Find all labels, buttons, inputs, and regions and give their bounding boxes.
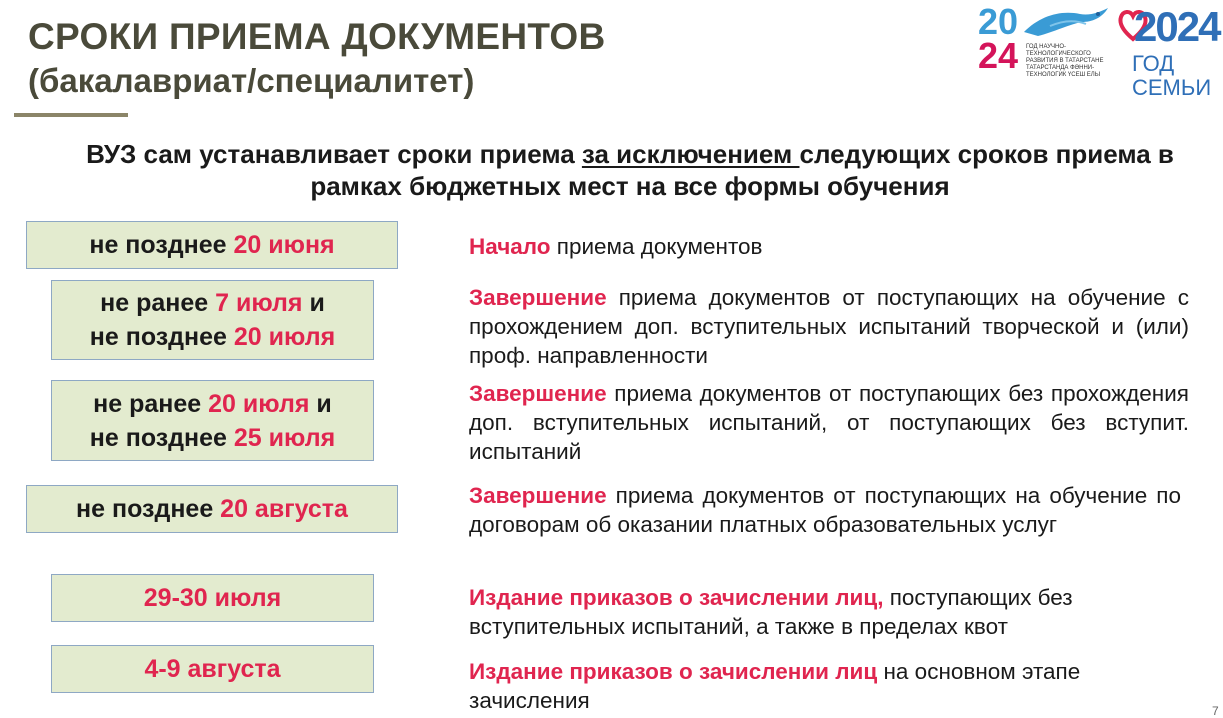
logo-digits-bottom: 24 — [978, 35, 1019, 76]
description-2-highlight: Завершение — [469, 285, 607, 310]
date-label: не ранее — [100, 289, 216, 317]
subtitle-before: ВУЗ сам устанавливает сроки приема — [86, 139, 582, 169]
date-box-5 — [51, 574, 374, 622]
date-value: 7 июля — [215, 289, 303, 317]
description-5 — [469, 583, 1199, 641]
logo-digits-top: 20 — [978, 1, 1019, 42]
title-line-1: СРОКИ ПРИЕМА ДОКУМЕНТОВ — [28, 16, 606, 57]
title-underline-divider — [14, 113, 128, 117]
family-year-subtitle: ГОД СЕМЬИ — [1132, 51, 1212, 100]
description-4-highlight: Завершение — [469, 483, 607, 508]
description-5-highlight: Издание приказов о зачислении лиц, — [469, 585, 884, 610]
date-box-2-text — [90, 286, 335, 354]
title-line-2: (бакалавриат/специалитет) — [28, 62, 475, 99]
date-box-1 — [26, 221, 398, 269]
family-year-number: 2024 — [1134, 3, 1220, 50]
date-box-2 — [51, 280, 374, 360]
date-box-4-text — [76, 492, 348, 526]
date-box-5-text — [144, 581, 281, 615]
description-6 — [469, 657, 1199, 715]
logo-caption: ГОД НАУЧНО-ТЕХНОЛОГИЧЕСКОГО РАЗВИТИЯ В ТАТАРСТАНЕ ТАТАРСТАНДА ФӘННИ-ТЕХНОЛОГИК ҮСЕШ ЕЛЫ — [1026, 44, 1104, 78]
date-value: 20 июня — [233, 231, 335, 259]
description-3-highlight: Завершение — [469, 381, 607, 406]
description-1 — [469, 232, 1189, 261]
date-label: не позднее — [76, 495, 221, 523]
description-3 — [469, 379, 1189, 466]
description-3-text: приема документов от поступающих без прохождения доп. вступительных испытаний, от поступающих без вступит. испытаний — [469, 381, 1189, 464]
date-label: не ранее — [93, 389, 209, 418]
date-label: не позднее — [89, 423, 234, 452]
date-value: 29-30 июля — [143, 584, 282, 612]
subtitle-underlined: за исключением — [581, 139, 800, 169]
page-number: 7 — [1212, 704, 1219, 718]
description-1-highlight: Начало — [469, 234, 551, 259]
page-title — [28, 14, 605, 102]
description-2-text: приема документов от поступающих на обучение с прохождением доп. вступительных испытаний творческой и (или) проф. направленности — [469, 285, 1189, 368]
subtitle — [40, 138, 1220, 202]
description-6-text: на основном этапе зачисления — [469, 659, 1081, 713]
date-value: 4-9 августа — [144, 655, 281, 683]
family-year-logo — [1118, 3, 1222, 100]
date-box-4 — [26, 485, 398, 533]
date-box-3 — [51, 380, 374, 461]
date-box-6 — [51, 645, 374, 693]
date-label: и — [309, 389, 332, 418]
description-4-text: приема документов от поступающих на обучение по договорам об оказании платных образовательных услуг — [469, 483, 1181, 537]
date-value: 20 июля — [208, 389, 310, 418]
date-box-1-text — [89, 228, 334, 262]
snow-leopard-icon — [1020, 6, 1110, 40]
date-label: и — [302, 289, 325, 317]
date-box-3-text — [90, 387, 335, 455]
description-5-text: поступающих без вступительных испытаний, а также в пределах квот — [469, 585, 1073, 639]
date-label: не позднее — [89, 231, 234, 259]
subtitle-after: следующих сроков приема в рамках бюджетных мест на все формы обучения — [310, 139, 1174, 201]
science-year-logo — [978, 1, 1112, 78]
description-4 — [469, 481, 1181, 539]
description-2 — [469, 283, 1189, 370]
date-box-6-text — [144, 652, 280, 686]
date-value: 20 июля — [233, 323, 336, 351]
description-6-highlight: Издание приказов о зачислении лиц — [469, 659, 878, 684]
date-value: 25 июля — [233, 423, 336, 452]
date-label: не позднее — [89, 323, 234, 351]
date-value: 20 августа — [220, 495, 348, 523]
description-1-text: приема документов — [550, 234, 763, 259]
